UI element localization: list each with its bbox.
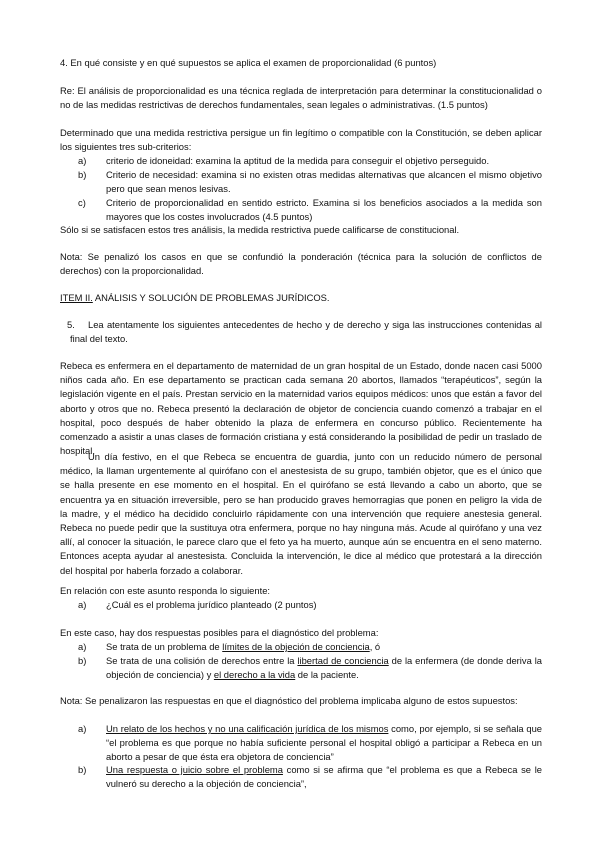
penalty-b xyxy=(106,763,542,791)
penalty-a xyxy=(106,722,542,765)
diagnosis-b-underlined-1: libertad de conciencia xyxy=(297,655,389,666)
question-5-marker: 5. xyxy=(67,319,75,330)
diagnosis-b-text: Se trata de una colisión de derechos entre la xyxy=(106,655,298,666)
item-2-title: ANÁLISIS Y SOLUCIÓN DE PROBLEMAS JURÍDICOS. xyxy=(92,292,330,303)
diagnosis-intro: En este caso, hay dos respuestas posibles para el diagnóstico del problema: xyxy=(60,627,379,638)
diagnosis-a-underlined: límites de la objeción de conciencia xyxy=(222,641,370,652)
diagnosis-b-marker: b) xyxy=(78,655,87,666)
respond-intro: En relación con este asunto responda lo siguiente: xyxy=(60,585,271,596)
question-a: ¿Cuál es el problema jurídico planteado (2 puntos) xyxy=(106,599,317,610)
penalty-a-marker: a) xyxy=(78,723,87,734)
item-2-heading xyxy=(60,291,542,305)
criterion-a: criterio de idoneidad: examina la aptitud de la medida para conseguir el objetivo perseguido. xyxy=(106,155,490,166)
diagnosis-a-end: , ó xyxy=(369,641,381,652)
note-2: Nota: Se penalizaron las respuestas en que el diagnóstico del problema implicaba alguno de estos supuestos: xyxy=(60,695,518,706)
note-4: Nota: Se penalizó los casos en que se confundió la ponderación (técnica para la solución de conflictos de derechos) con la proporcionalidad. xyxy=(60,251,542,277)
question-5: Lea atentamente los siguientes antecedentes de hecho y de derecho y siga las instrucciones contenidas al final del texto. xyxy=(70,319,542,345)
criterion-c-marker: c) xyxy=(78,197,86,208)
diagnosis-a-marker: a) xyxy=(78,641,87,652)
penalty-a-underlined: Un relato de los hechos y no una calificación jurídica de los mismos xyxy=(106,723,389,734)
item-2-label: ITEM II. xyxy=(60,292,93,303)
diagnosis-b-underlined-2: el derecho a la vida xyxy=(213,669,296,681)
question-4: 4. En qué consiste y en qué supuestos se aplica el examen de proporcionalidad (6 puntos) xyxy=(60,57,437,68)
diagnosis-b xyxy=(106,654,542,682)
diagnosis-a xyxy=(106,640,542,654)
penalty-b-text: como si se afirma que “el problema es que a Rebeca se le vulneró su derecho a la objeción de conciencia”, xyxy=(106,764,542,790)
case-paragraph-2: Un día festivo, en el que Rebeca se encuentra de guardia, junto con un reducido número de personal médico, la llaman urgentemente al quirófano con el anestesista de su grupo, también objetor, que es el único que se halla presente en ese momento en el hospital. En el quirófano se está llevando a cabo un aborto, que se encuentra ya en situación irreversible, pero se han producido graves hemorragias que ponen en peligro la vida de la madre, y el médico ha decidido concluirlo rápidamente con una intervención que requiere anestesia general. Rebeca no puede pedir que la sustituya otra enfermera, porque no hay ninguna más. Acude al quirófano y una vez allí, al conocer la situación, le parece claro que el feto ya ha muerto, aunque aún se encuentra en el seno materno. Entonces acepta ayudar al anestesista. Concluida la intervención, le dice al médico que protestará a la dirección del hospital por haberla forzado a colaborar. xyxy=(60,451,542,576)
penalty-a-text: como, por ejemplo, si se señala que “el problema es que porque no había suficiente personal el hospital obligó a participar a Rebeca en un aborto a pesar de que ésta era objetora de conciencia” xyxy=(106,723,543,763)
case-paragraph-1: Rebeca es enfermera en el departamento de maternidad de un gran hospital de un Estado, donde nacen casi 5000 niños cada año. En ese departamento se practican cada semana 20 abortos, llamados “terapéuticos”, según la legislación vigente en el país. Prestan servicio en la maternidad varios equipos médicos: unos que están a favor del aborto y otros que no. Rebeca presentó la declaración de objetor de conciencia cuando comenzó a trabajar en el hospital, poco después de haber obtenido la plaza de enfermera en concurso público. Recientemente ha comenzado a asistir a unas clases de formación cristiana y está considerando la posibilidad de pedir un traslado de hospital. xyxy=(60,360,542,457)
criteria-intro: Determinado que una medida restrictiva persigue un fin legítimo o compatible con la Constitución, se deben aplicar los siguientes tres sub-criterios: xyxy=(60,127,542,153)
diagnosis-b-end: de la paciente. xyxy=(295,669,359,681)
criterion-c: Criterio de proporcionalidad en sentido estricto. Examina si los beneficios asociados a la medida son mayores que los costes involucrados (4.5 puntos) xyxy=(106,197,542,223)
diagnosis-a-text: Se trata de un problema de xyxy=(106,641,223,652)
penalty-b-marker: b) xyxy=(78,764,87,775)
diagnosis-b-middle: de la enfermera (de donde deriva la objeción de conciencia) y xyxy=(106,655,542,681)
question-a-marker: a) xyxy=(78,599,87,610)
penalty-b-underlined: Una respuesta o juicio sobre el problema xyxy=(106,764,283,775)
answer-4: Re: El análisis de proporcionalidad es una técnica reglada de interpretación para determinar la constitucionalidad o no de las medidas restrictivas de derechos fundamentales, sean legales o administrativas. (1.5 puntos) xyxy=(60,85,542,111)
criterion-b-marker: b) xyxy=(78,169,87,180)
conclusion: Sólo si se satisfacen estos tres análisis, la medida restrictiva puede calificarse de constitucional. xyxy=(60,224,460,235)
criterion-b: Criterio de necesidad: examina si no existen otras medidas alternativas que alcancen el mismo objetivo pero que sean menos lesivas. xyxy=(106,169,542,195)
criterion-a-marker: a) xyxy=(78,155,87,166)
